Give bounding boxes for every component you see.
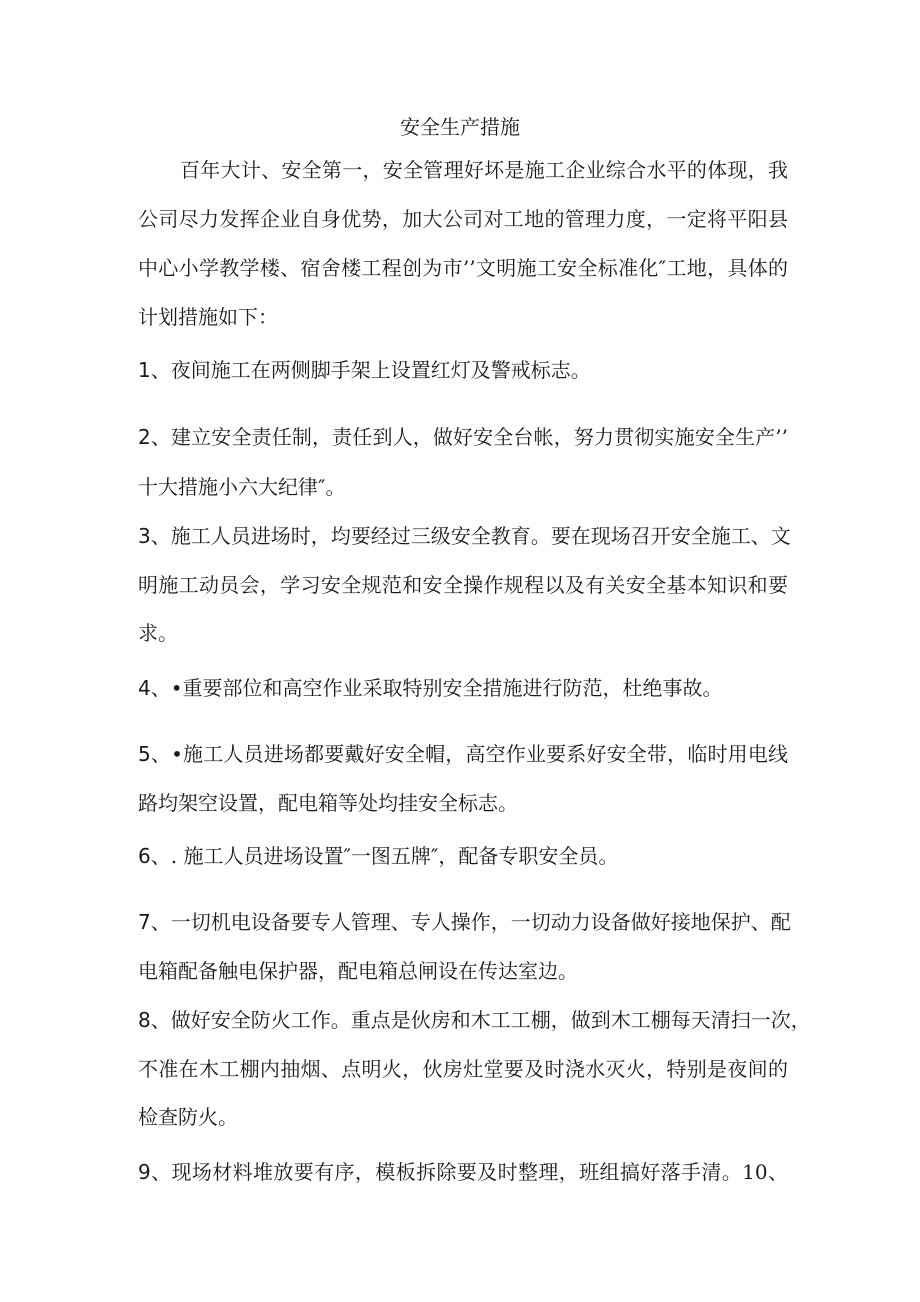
item-continuation: 路均架空设置，配电箱等处均挂安全标志。 bbox=[138, 791, 518, 815]
page-title: 安全生产措施 bbox=[400, 115, 520, 139]
list-item-1 bbox=[138, 357, 788, 383]
list-item-4 bbox=[138, 675, 788, 701]
list-item-5 bbox=[138, 741, 788, 767]
item-number: 8 bbox=[138, 1008, 151, 1032]
item-number: 6 bbox=[138, 844, 151, 868]
list-item-3 bbox=[138, 523, 791, 549]
item-continuation: 电箱配备触电保护器，配电箱总闸设在传达室边。 bbox=[138, 959, 578, 983]
item-text: 、. 施工人员进场设置″一图五牌″，配备专职安全员。 bbox=[150, 844, 619, 868]
item-text: 、一切机电设备要专人管理、专人操作，一切动力设备做好接地保护、配 bbox=[150, 910, 791, 934]
item-text: 、做好安全防火工作。重点是伙房和木工工棚，做到木工棚每天清扫一次， bbox=[150, 1008, 811, 1032]
item-number: 7 bbox=[138, 910, 151, 934]
item-number: 2 bbox=[138, 425, 151, 449]
item-text: 、现场材料堆放要有序，模板拆除要及时整理，班组搞好落手清。10、 bbox=[150, 1160, 788, 1184]
list-item-6 bbox=[138, 843, 788, 869]
item-text: 、•施工人员进场都要戴好安全帽，高空作业要系好安全带，临时用电线 bbox=[150, 742, 788, 766]
intro-line: 百年大计、安全第一，安全管理好坏是施工企业综合水平的体现，我 bbox=[180, 158, 788, 182]
item-number: 9 bbox=[138, 1160, 151, 1184]
list-item-2 bbox=[138, 424, 788, 450]
item-text: 、夜间施工在两侧脚手架上设置红灯及警戒标志。 bbox=[150, 358, 591, 382]
item-number: 4 bbox=[138, 676, 151, 700]
item-number: 1 bbox=[138, 358, 151, 382]
list-item-7 bbox=[138, 909, 791, 935]
item-continuation: 检查防火。 bbox=[138, 1105, 238, 1129]
intro-line: 中心小学教学楼、宿舍楼工程创为市’’文明施工安全标准化″工地，具体的 bbox=[138, 256, 788, 280]
intro-line: 公司尽力发挥企业自身优势，加大公司对工地的管理力度，一定将平阳县 bbox=[138, 207, 788, 231]
item-text: 、施工人员进场时，均要经过三级安全教育。要在现场召开安全施工、文 bbox=[150, 524, 791, 548]
item-number: 3 bbox=[138, 524, 151, 548]
item-continuation: 求。 bbox=[138, 621, 178, 645]
list-item-9 bbox=[138, 1159, 788, 1185]
item-continuation: 十大措施小六大纪律″。 bbox=[138, 475, 346, 499]
item-continuation: 不准在木工棚内抽烟、点明火，伙房灶堂要及时浇水灭火，特别是夜间的 bbox=[138, 1057, 788, 1081]
list-item-8 bbox=[138, 1007, 811, 1033]
intro-line: 计划措施如下： bbox=[138, 305, 278, 329]
item-number: 5 bbox=[138, 742, 151, 766]
item-continuation: 明施工动员会，学习安全规范和安全操作规程以及有关安全基本知识和要 bbox=[138, 573, 788, 597]
item-text: 、•重要部位和高空作业采取特别安全措施进行防范，杜绝事故。 bbox=[150, 676, 723, 700]
item-text: 、建立安全责任制，责任到人，做好安全台帐，努力贯彻实施安全生产’’ bbox=[150, 425, 788, 449]
